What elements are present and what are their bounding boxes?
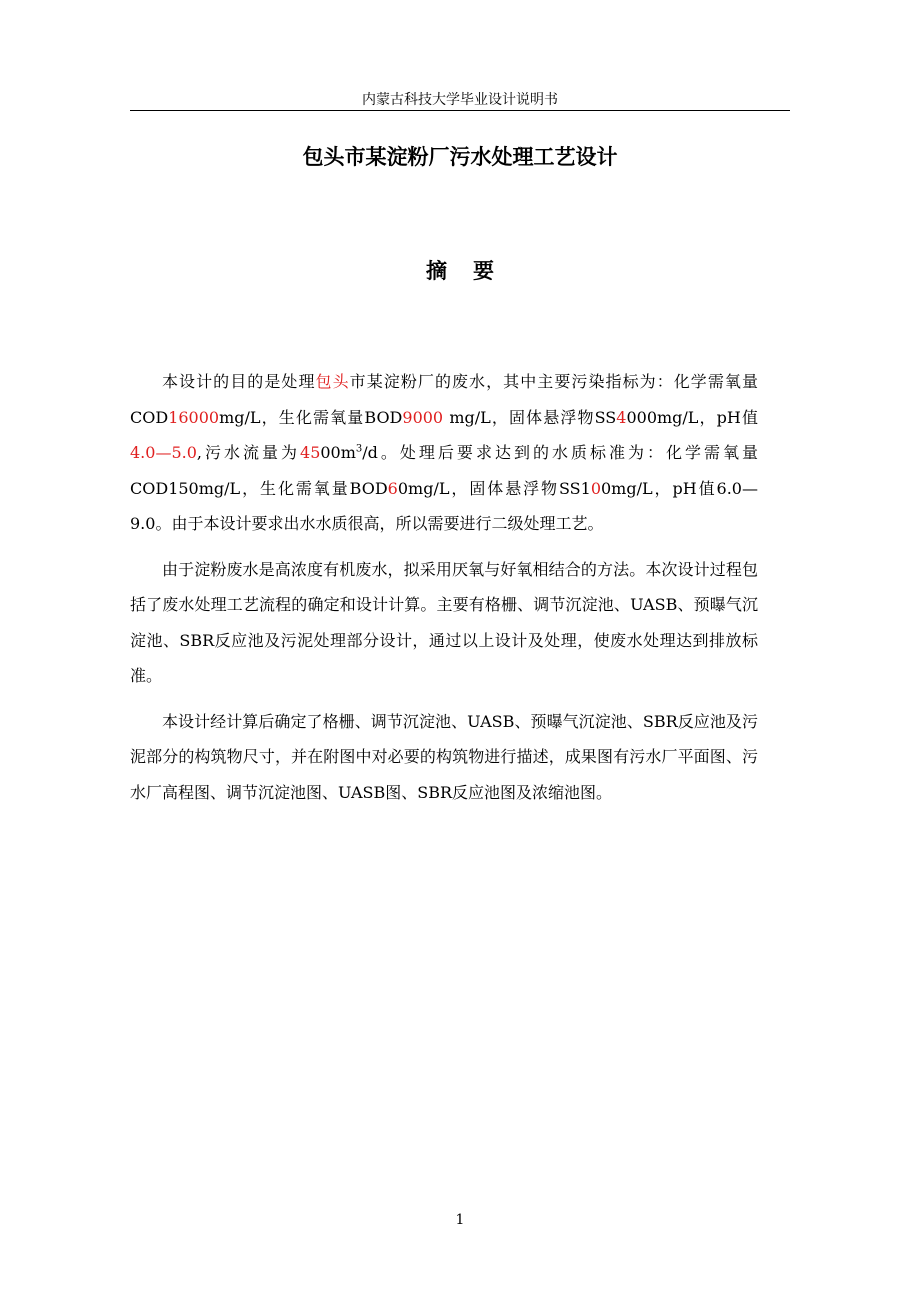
running-header: 内蒙古科技大学毕业设计说明书 <box>362 92 558 108</box>
text-run: 本设计的目的是处理 <box>162 372 316 391</box>
abstract-body <box>130 364 758 820</box>
highlighted-text: 4 <box>616 407 627 427</box>
document-title: 包头市某淀粉厂污水处理工艺设计 <box>302 145 618 169</box>
text-run: 0mg/L，固体悬浮物SS1 <box>397 478 591 498</box>
highlighted-text: 45 <box>300 443 321 462</box>
highlighted-text: 0 <box>590 478 601 498</box>
text-run: ,污水流量为 <box>196 443 301 462</box>
highlighted-text: 16000 <box>168 407 220 427</box>
text-run: /d。处理后要求达到的水质标准为：化学需氧量COD150mg/L，生化需氧量BOD <box>130 443 758 498</box>
paragraph-2: 由于淀粉废水是高浓度有机废水，拟采用厌氧与好氧相结合的方法。本次设计过程包括了废水处理工艺流程的确定和设计计算。主要有格栅、调节沉淀池、UASB、预曝气沉淀池、SBR反应池及污泥处理部分设计，通过以上设计及处理，使废水处理达到排放标准。 <box>130 559 758 685</box>
superscript: 3 <box>355 443 363 455</box>
text-run: 00m <box>320 443 356 462</box>
text-run: 000mg/L，pH值 <box>626 407 758 427</box>
text-run: 0mg/L，pH值6.0—9.0。由于本设计要求出水水质很高，所以需要进行二级处理工艺。 <box>130 478 758 533</box>
highlighted-text: 6 <box>387 478 398 498</box>
page-number: 1 <box>455 1212 465 1228</box>
highlighted-text: 4.0—5.0 <box>130 443 197 462</box>
text-run: mg/L，生化需氧量BOD <box>219 407 403 427</box>
header-rule <box>130 110 790 111</box>
highlighted-text: 包头 <box>315 372 350 391</box>
text-run: 市某淀粉厂的废水，其中主要污染指标为：化学需氧量COD <box>130 372 758 427</box>
paragraph-3: 本设计经计算后确定了格栅、调节沉淀池、UASB、预曝气沉淀池、SBR反应池及污泥部分的构筑物尺寸，并在附图中对必要的构筑物进行描述，成果图有污水厂平面图、污水厂高程图、调节沉淀池图、UASB图、SBR反应池图及浓缩池图。 <box>130 711 758 802</box>
text-run: mg/L，固体悬浮物SS <box>443 407 617 427</box>
abstract-heading: 摘要 <box>426 259 520 283</box>
paragraph-1 <box>130 364 758 542</box>
highlighted-text: 9000 <box>402 407 444 427</box>
